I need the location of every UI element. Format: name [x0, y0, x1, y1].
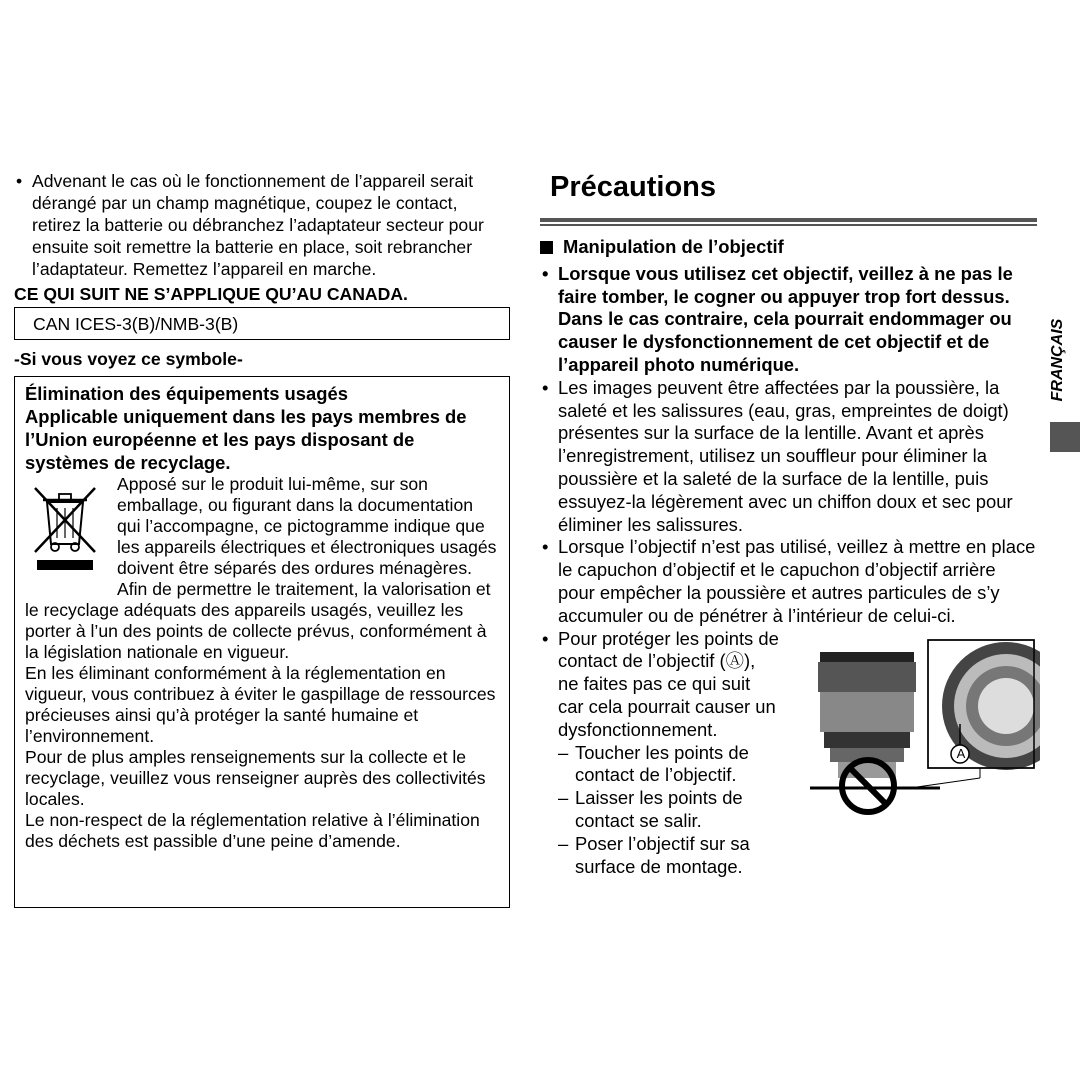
disposal-box — [14, 376, 510, 908]
canada-heading: CE QUI SUIT NE S’APPLIQUE QU’AU CANADA. — [14, 284, 408, 304]
left-column — [14, 170, 510, 908]
symbol-heading: -Si vous voyez ce symbole- — [14, 349, 243, 369]
title-divider — [540, 218, 1037, 226]
contact-protection — [540, 628, 1037, 879]
page-title: Précautions — [550, 171, 716, 203]
lens-illustration — [810, 638, 1040, 828]
disposal-paragraph-2: En les éliminant conformément à la réglementation en vigueur, vous contribuez à éviter le gaspillage de ressources précieuses ainsi qu’à protéger la santé humaine et l’environnement. — [25, 663, 496, 746]
square-bullet-icon — [540, 241, 553, 254]
language-tab-marker — [1050, 422, 1080, 452]
right-column — [540, 170, 1037, 878]
disposal-subtitle: Applicable uniquement dans les pays membres de l’Union européenne et les pays disposant de systèmes de recyclage. — [25, 406, 467, 473]
section-heading — [540, 236, 1037, 259]
handling-warning: • Lorsque vous utilisez cet objectif, veillez à ne pas le faire tomber, le cogner ou appuyer trop fort dessus. Dans le cas contraire, cela pourrait endommager ou causer le dysfonctionnement de cet objectif et de l’appareil photo numérique. — [540, 263, 1037, 377]
dash-item-dirty: – Laisser les points de contact se salir. — [558, 787, 780, 833]
lens-cap-note: • Lorsque l’objectif n’est pas utilisé, veillez à mettre en place le capuchon d’objectif et le capuchon d’objectif arrière pour empêcher la poussière et autres particules de s’y accumuler ou de pénétrer à l’intérieur de celui-ci. — [540, 536, 1037, 627]
magnetic-field-note: • Advenant le cas où le fonctionnement de l’appareil serait dérangé par un champ magnétique, coupez le contact, retirez la batterie ou débranchez l’adaptateur secteur pour ensuite soit remettre la batterie en place, soit rebrancher l’adaptateur. Remettez l’appareil en marche. — [14, 170, 510, 280]
crossed-bin-icon — [25, 474, 117, 579]
disposal-paragraph-3: Pour de plus amples renseignements sur la collecte et le recyclage, veuillez vous renseigner auprès des collectivités locales. — [25, 747, 486, 809]
dash-item-mount: – Poser l’objectif sur sa surface de montage. — [558, 833, 780, 879]
disposal-title: Élimination des équipements usagés — [25, 383, 348, 404]
language-tab: FRANÇAIS — [1049, 318, 1066, 402]
ices-label: CAN ICES-3(B)/NMB-3(B) — [33, 313, 239, 334]
disposal-paragraph-4: Le non-respect de la réglementation relative à l’élimination des déchets est passible d’une peine d’amende. — [25, 810, 480, 851]
ices-box — [14, 307, 510, 340]
disposal-paragraph-1: Afin de permettre le traitement, la valorisation et le recyclage adéquats des appareils usagés, veuillez les porter à l’un des points de collecte prévus, conformément à la législation nationale en vigueur. — [25, 579, 491, 662]
section-heading-text: Manipulation de l’objectif — [563, 236, 784, 257]
dust-note: • Les images peuvent être affectées par la poussière, la saleté et les salissures (eau, gras, empreintes de doigt) présentes sur la surface de la lentille. Avant et après l’enregistrement, utilisez un souffleur pour éliminer la poussière et la saleté de la surface de la lentille, puis essuyez-la légèrement avec un chiffon doux et sec pour éliminer les salissures. — [540, 377, 1037, 537]
contact-note: • Pour protéger les points de contact de l’objectif (Ⓐ), ne faites pas ce qui suit car cela pourrait causer un dysfonctionnement. — [540, 628, 780, 742]
weee-section — [25, 474, 499, 579]
callout-a-label: A — [956, 745, 966, 761]
weee-description: Apposé sur le produit lui-même, sur son emballage, ou figurant dans la documentation qui l’accompagne, ce pictogramme indique que les appareils électriques et électroniques usagés doivent être séparés des ordures ménagères. — [117, 474, 497, 578]
dash-item-touch: – Toucher les points de contact de l’objectif. — [558, 742, 780, 788]
